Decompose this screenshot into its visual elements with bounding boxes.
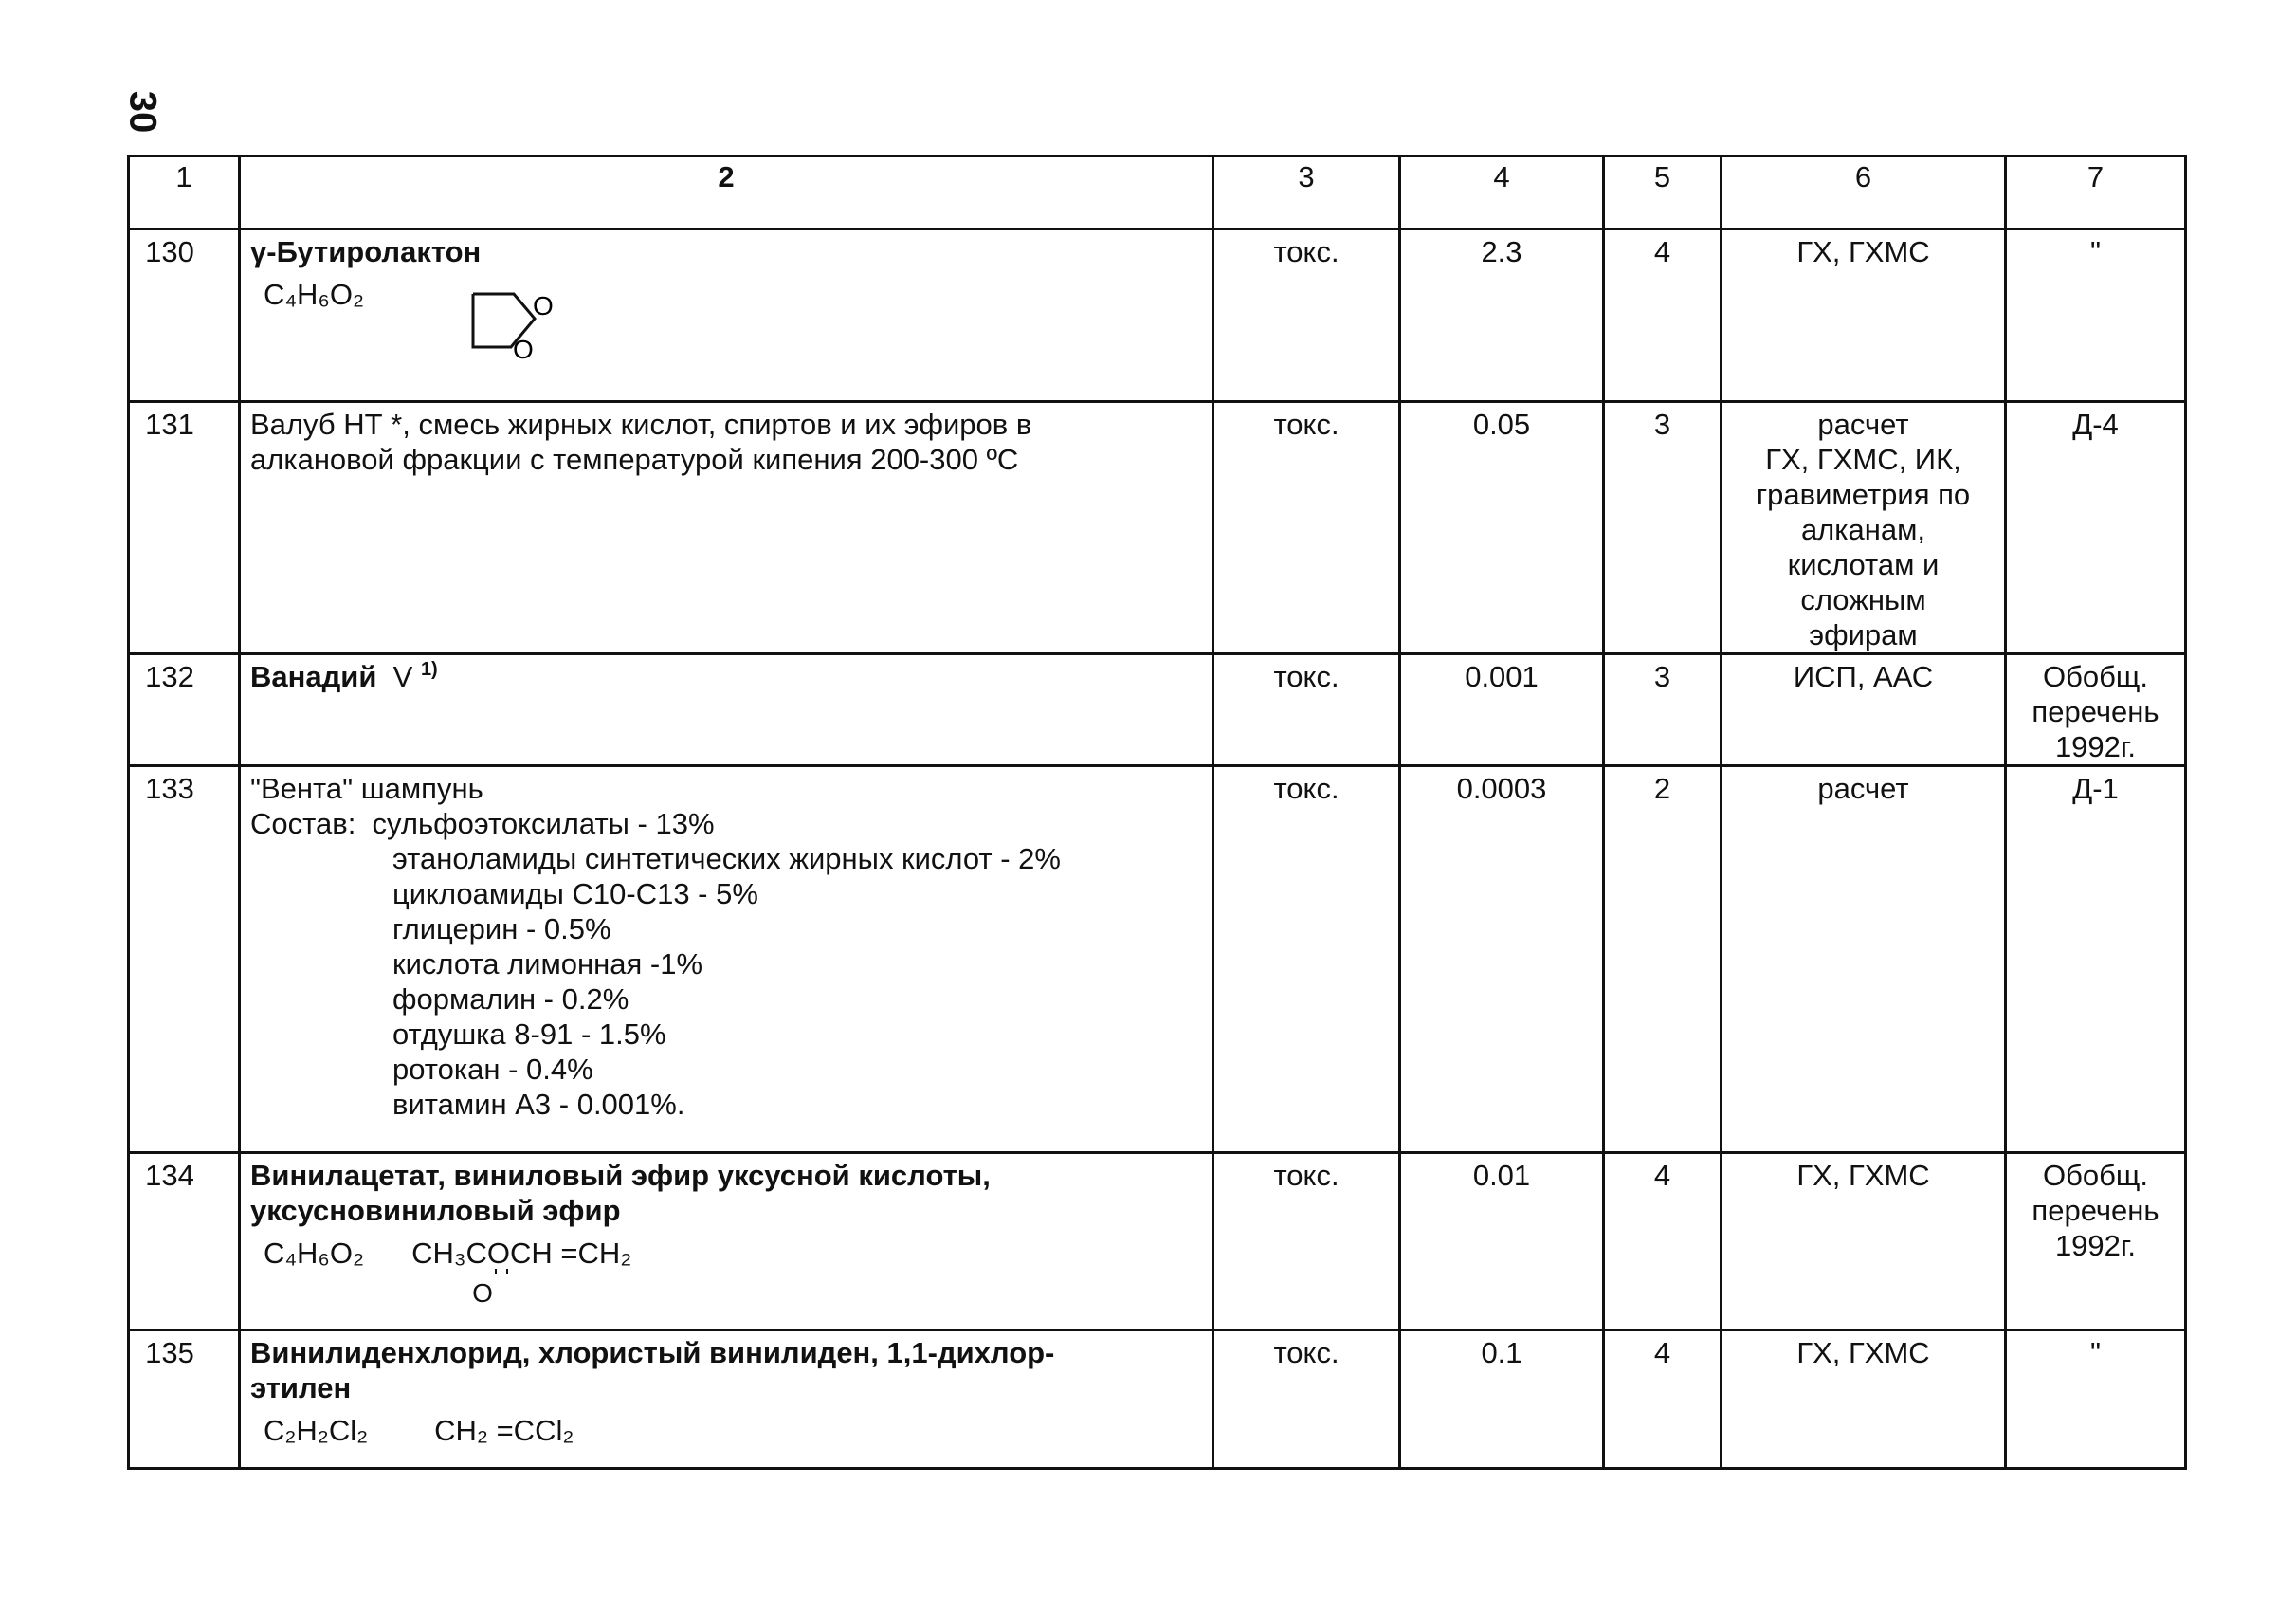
substance-cell	[240, 1330, 1213, 1469]
mac-value: 0.1	[1400, 1330, 1604, 1469]
source-line: 1992г.	[2054, 1229, 2137, 1262]
source-ref: "	[2006, 229, 2186, 402]
row-number: 133	[129, 766, 240, 1153]
substance-name-line-1: Винилацетат, виниловый эфир уксусной кислоты,	[250, 1159, 991, 1192]
substance-name: γ-Бутиролактон	[250, 235, 482, 268]
structural-formula-text: CH₂ =CCl₂	[434, 1414, 574, 1447]
double-bond-icon	[495, 1269, 508, 1274]
composition-item: отдушка 8-91 - 1.5%	[392, 1017, 666, 1051]
source-line: перечень	[2032, 695, 2159, 728]
source-ref: Д-1	[2006, 766, 2186, 1153]
molecular-formula: C₄H₆O₂	[264, 1237, 365, 1270]
mac-value: 0.01	[1400, 1153, 1604, 1330]
substance-name-line-1: Винилиденхлорид, хлористый винилиден, 1,1-дихлор-	[250, 1336, 1055, 1369]
header-col-6: 6	[1722, 156, 2006, 229]
hazard-class: 2	[1604, 766, 1722, 1153]
page-number: 30	[121, 90, 164, 134]
hazard-class: 3	[1604, 402, 1722, 654]
table-row	[129, 229, 2186, 402]
composition-item: ротокан - 0.4%	[392, 1053, 593, 1086]
table-row	[129, 654, 2186, 766]
table-row	[129, 1330, 2186, 1469]
source-ref: "	[2006, 1330, 2186, 1469]
row-number: 134	[129, 1153, 240, 1330]
hazard-class: 4	[1604, 1330, 1722, 1469]
source-line: 1992г.	[2054, 730, 2137, 763]
composition-item: формалин - 0.2%	[392, 982, 629, 1016]
table-row	[129, 1153, 2186, 1330]
element-symbol: V	[392, 660, 413, 693]
source-line: перечень	[2032, 1194, 2159, 1227]
substance-cell	[240, 402, 1213, 654]
table-row	[129, 402, 2186, 654]
mac-value: 0.001	[1400, 654, 1604, 766]
source-ref: Д-4	[2006, 402, 2186, 654]
composition-item: циклоамиды С10-С13 - 5%	[392, 877, 758, 910]
substance-name-line-2: этилен	[250, 1371, 352, 1404]
table-row	[129, 766, 2186, 1153]
substance-name: Ванадий	[250, 660, 377, 693]
hazard-index: токс.	[1213, 654, 1400, 766]
ring-oxygen: O	[513, 335, 534, 364]
header-col-4: 4	[1400, 156, 1604, 229]
analysis-method: расчет	[1722, 766, 2006, 1153]
method-line: ГХ, ГХМС, ИК,	[1765, 443, 1961, 476]
row-number: 135	[129, 1330, 240, 1469]
mac-value: 0.0003	[1400, 766, 1604, 1153]
source-line: Обобщ.	[2043, 1159, 2148, 1192]
hazard-index: токс.	[1213, 1330, 1400, 1469]
row-number: 131	[129, 402, 240, 654]
source-line: Обобщ.	[2043, 660, 2148, 693]
row-number: 130	[129, 229, 240, 402]
source-ref	[2006, 1153, 2186, 1330]
carbonyl-oxygen: O	[472, 1278, 493, 1308]
substance-cell	[240, 229, 1213, 402]
mac-value: 2.3	[1400, 229, 1604, 402]
footnote-mark: 1)	[420, 659, 438, 680]
substances-table	[127, 155, 2187, 1470]
method-line: эфирам	[1809, 618, 1918, 651]
header-col-5: 5	[1604, 156, 1722, 229]
method-line: сложным	[1800, 583, 1926, 616]
hazard-class: 4	[1604, 1153, 1722, 1330]
structural-formula-text: CH₃COCH =CH₂	[411, 1237, 632, 1270]
composition-label: Состав:	[250, 807, 356, 840]
row-number: 132	[129, 654, 240, 766]
substance-cell	[240, 1153, 1213, 1330]
mac-value: 0.05	[1400, 402, 1604, 654]
hazard-class: 3	[1604, 654, 1722, 766]
hazard-index: токс.	[1213, 766, 1400, 1153]
substance-name-line-1: Валуб НТ *, смесь жирных кислот, спиртов и их эфиров в	[250, 408, 1032, 441]
composition-item: глицерин - 0.5%	[392, 912, 611, 945]
composition-item: этаноламиды синтетических жирных кислот - 2%	[392, 842, 1061, 875]
analysis-method: ГХ, ГХМС	[1722, 1330, 2006, 1469]
header-col-2: 2	[240, 156, 1213, 229]
molecular-formula: C₂H₂Cl₂	[264, 1414, 369, 1447]
method-line: расчет	[1817, 408, 1909, 441]
analysis-method: ГХ, ГХМС	[1722, 229, 2006, 402]
carbonyl-oxygen: O	[533, 291, 554, 321]
composition-item: витамин А3 - 0.001%.	[392, 1088, 685, 1121]
substance-cell	[240, 766, 1213, 1153]
analysis-method: ИСП, ААС	[1722, 654, 2006, 766]
analysis-method: ГХ, ГХМС	[1722, 1153, 2006, 1330]
analysis-method	[1722, 402, 2006, 654]
hazard-index: токс.	[1213, 229, 1400, 402]
header-col-1: 1	[129, 156, 240, 229]
hazard-class: 4	[1604, 229, 1722, 402]
method-line: кислотам и	[1787, 548, 1940, 581]
header-col-3: 3	[1213, 156, 1400, 229]
hazard-index: токс.	[1213, 402, 1400, 654]
source-ref	[2006, 654, 2186, 766]
header-col-7: 7	[2006, 156, 2186, 229]
butyrolactone-structure-icon	[421, 277, 563, 372]
substance-cell	[240, 654, 1213, 766]
composition-item: сульфоэтоксилаты - 13%	[372, 807, 715, 840]
molecular-formula: C₄H₆O₂	[264, 278, 365, 311]
composition-item: кислота лимонная -1%	[392, 947, 703, 981]
method-line: алканам,	[1800, 513, 1926, 546]
structural-formula	[411, 1236, 632, 1308]
method-line: гравиметрия по	[1756, 478, 1971, 511]
header-row	[129, 156, 2186, 229]
substance-name: "Вента" шампунь	[250, 772, 483, 805]
substance-name-line-2: алкановой фракции с температурой кипения 200-300 ºС	[250, 443, 1019, 476]
substance-name-line-2: уксусновиниловый эфир	[250, 1194, 621, 1227]
structural-formula	[421, 277, 563, 379]
hazard-index: токс.	[1213, 1153, 1400, 1330]
